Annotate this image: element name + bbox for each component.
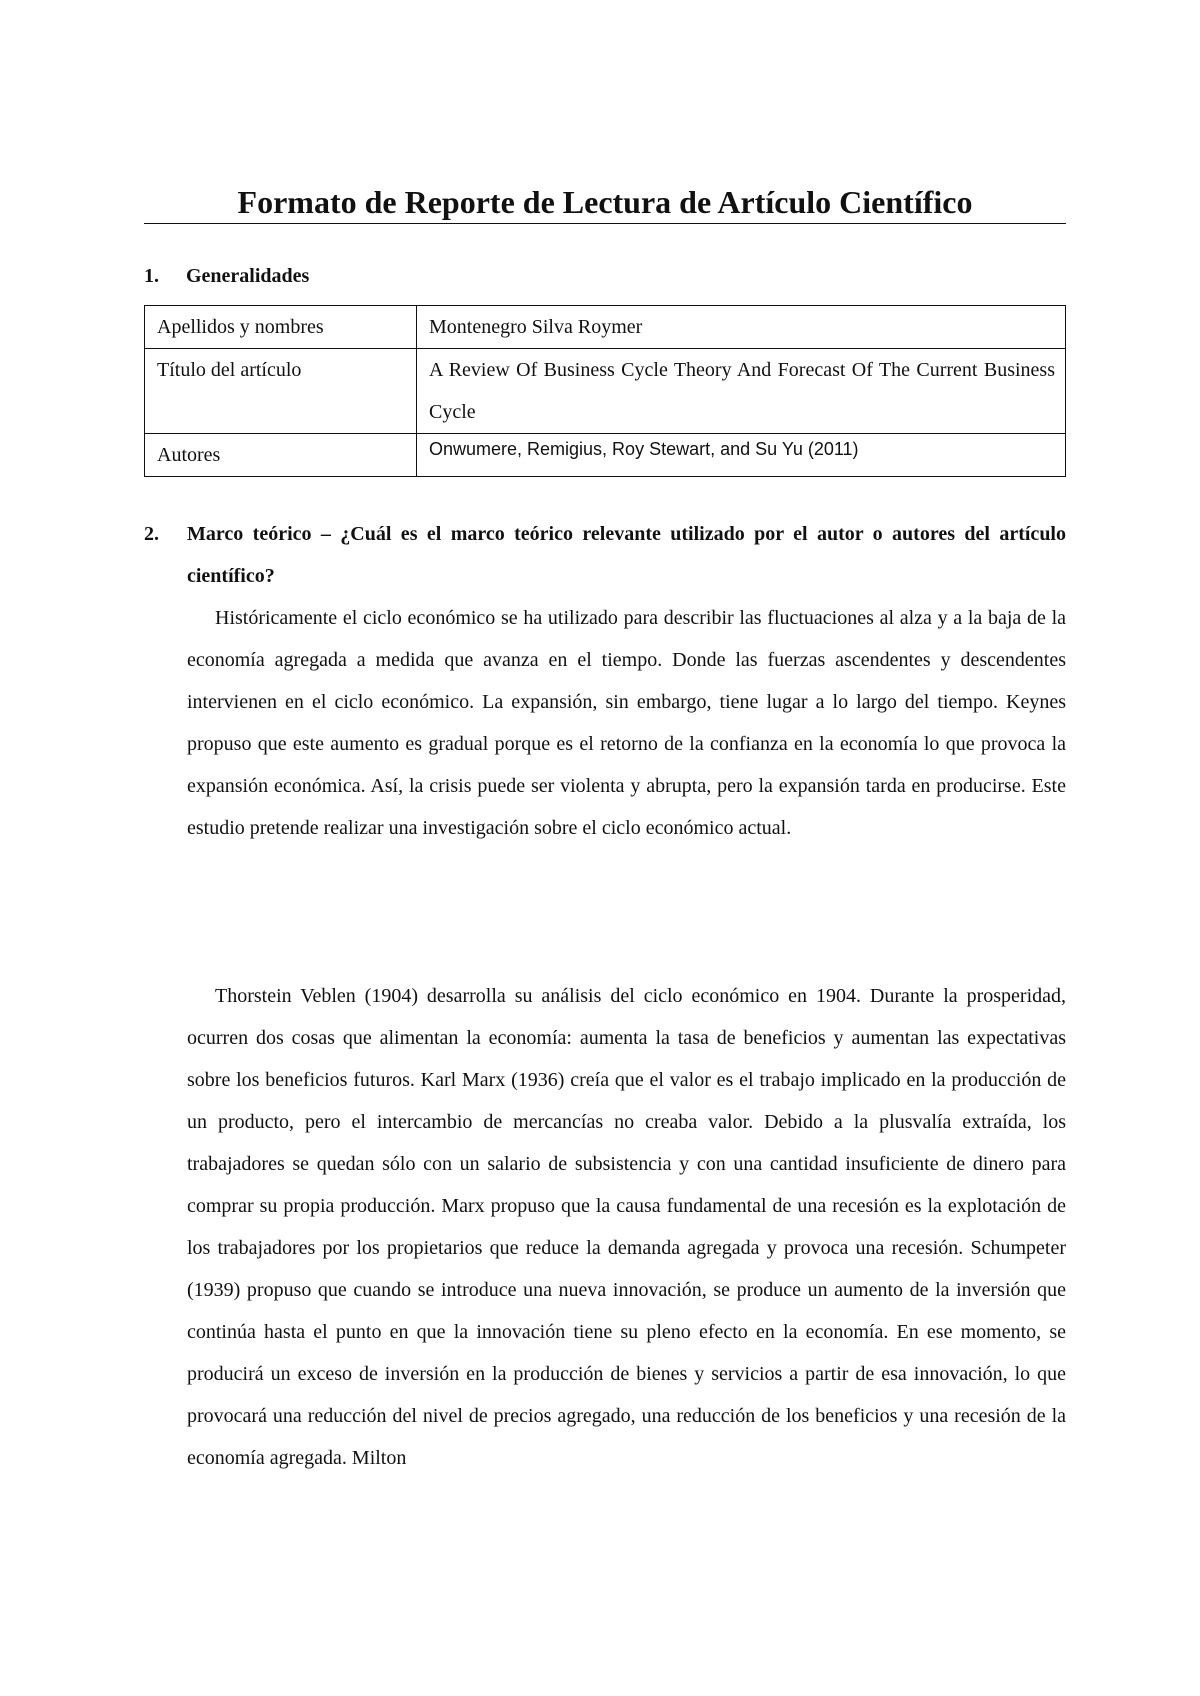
document-title: Formato de Reporte de Lectura de Artículo Científico bbox=[237, 184, 973, 220]
generalidades-table bbox=[144, 305, 1066, 477]
table-row bbox=[145, 306, 1066, 349]
row-value-nombres: Montenegro Silva Roymer bbox=[417, 306, 1066, 349]
section-2-heading bbox=[144, 513, 1066, 597]
paragraph-2: Thorstein Veblen (1904) desarrolla su análisis del ciclo económico en 1904. Durante la prosperidad, ocurren dos cosas que alimentan la economía: aumenta la tasa de beneficios y aumentan las expectativas sobre los beneficios futuros. Karl Marx (1936) creía que el valor es el trabajo implicado en la producción de un producto, pero el intercambio de mercancías no creaba valor. Debido a la plusvalía extraída, los trabajadores se quedan sólo con un salario de subsistencia y con una cantidad insuficiente de dinero para comprar su propia producción. Marx propuso que la causa fundamental de una recesión es la explotación de los trabajadores por los propietarios que reduce la demanda agregada y provoca una recesión. Schumpeter (1939) propuso que cuando se introduce una nueva innovación, se produce un aumento de la inversión que continúa hasta el punto en que la innovación tiene su pleno efecto en la economía. En ese momento, se producirá un exceso de inversión en la producción de bienes y servicios a partir de esa innovación, lo que provocará una reducción del nivel de precios agregado, una reducción de los beneficios y una recesión de la economía agregada. Milton bbox=[187, 985, 1066, 1469]
row-value-titulo: A Review Of Business Cycle Theory And Forecast Of The Current Business Cycle bbox=[417, 349, 1066, 434]
row-label-nombres: Apellidos y nombres bbox=[145, 306, 417, 349]
row-value-autores: Onwumere, Remigius, Roy Stewart, and Su Yu (2011) bbox=[417, 434, 1066, 477]
table-row bbox=[145, 434, 1066, 477]
section-1-number: 1. bbox=[144, 265, 159, 287]
row-label-autores: Autores bbox=[145, 434, 417, 477]
section-1-heading bbox=[144, 255, 1066, 297]
row-label-titulo: Título del artículo bbox=[145, 349, 417, 434]
table-row bbox=[145, 349, 1066, 434]
paragraph-1: Históricamente el ciclo económico se ha utilizado para describir las fluctuaciones al alza y a la baja de la economía agregada a medida que avanza en el tiempo. Donde las fuerzas ascendentes y descendentes intervienen en el ciclo económico. La expansión, sin embargo, tiene lugar a lo largo del tiempo. Keynes propuso que este aumento es gradual porque es el retorno de la confianza en la economía lo que provoca la expansión económica. Así, la crisis puede ser violenta y abrupta, pero la expansión tarda en producirse. Este estudio pretende realizar una investigación sobre el ciclo económico actual. bbox=[187, 607, 1066, 839]
section-1-title: Generalidades bbox=[186, 265, 310, 287]
section-2-title: Marco teórico – ¿Cuál es el marco teórico relevante utilizado por el autor o autores del artículo científico? bbox=[187, 523, 1066, 587]
section-2-number: 2. bbox=[144, 523, 159, 545]
title-underline bbox=[144, 223, 1066, 224]
